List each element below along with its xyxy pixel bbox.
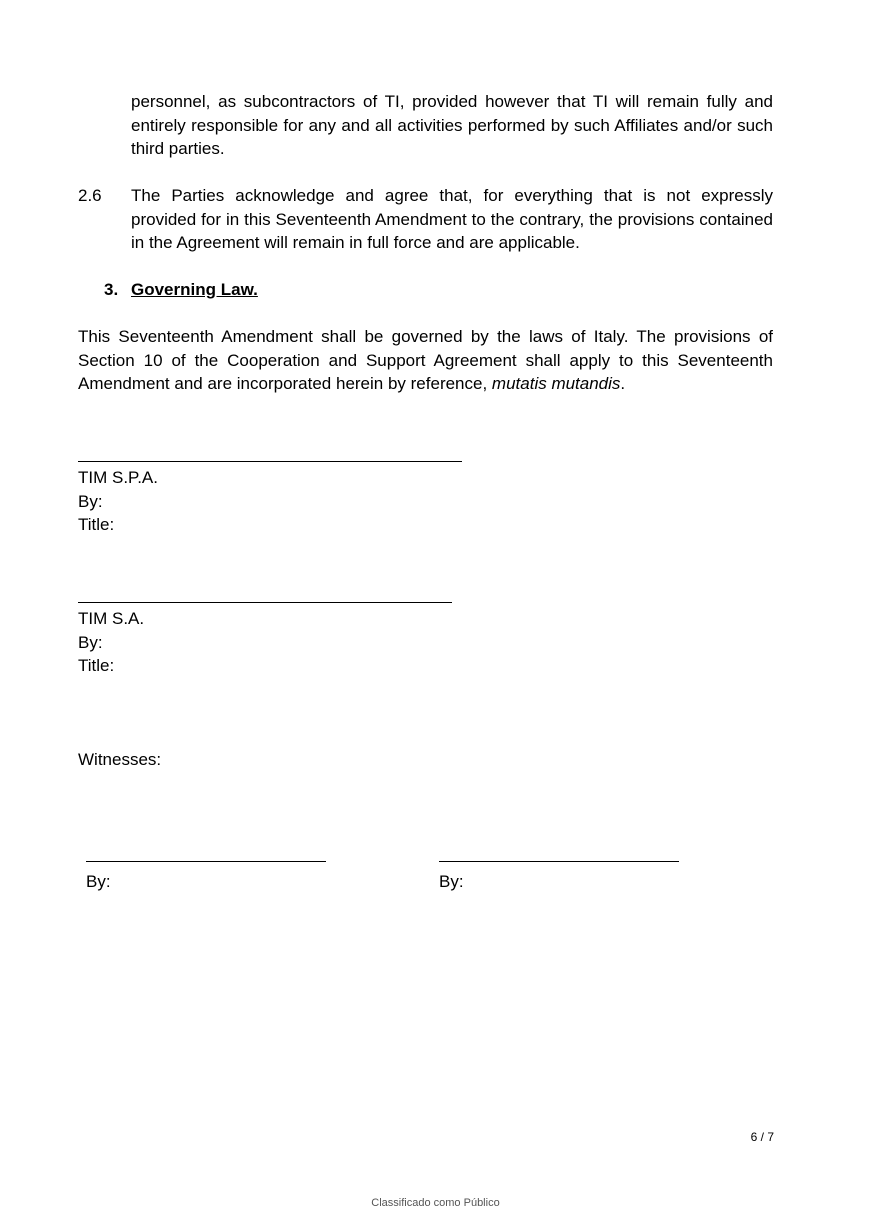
section-title: Governing Law. (131, 280, 258, 299)
by-label: By: (78, 633, 103, 652)
governing-law-text: This Seventeenth Amendment shall be governed by the laws of Italy. The provisions of Section 10 of the Cooperation and Support Agreement shall apply to this Seventeenth Amendment and are incorporated herein by reference, (78, 327, 773, 393)
signatory-party: TIM S.A. (78, 609, 145, 628)
title-label: Title: (78, 656, 115, 675)
signature-line (78, 461, 462, 462)
witness-by-left: By: (86, 872, 111, 891)
clause-text: The Parties acknowledge and agree that, for everything that is not expressly provided for in this Seventeenth Amendment to the contrary, the provisions contained in the Agreement will remain in full force and are applicable. (131, 186, 773, 252)
page-number: 6 / 7 (750, 1130, 774, 1144)
witness-by-right: By: (439, 872, 464, 891)
signature-line (78, 602, 452, 603)
paragraph-continuation: personnel, as subcontractors of TI, provided however that TI will remain fully and entirely responsible for any and all activities performed by such Affiliates and/or such third parties. (131, 92, 773, 158)
by-label: By: (78, 492, 103, 511)
section-number: 3. (104, 280, 119, 299)
witnesses-label: Witnesses: (78, 750, 162, 769)
footer-classification: Classificado como Público (371, 1197, 500, 1209)
governing-law-end: . (620, 374, 626, 393)
governing-law-italic: mutatis mutandis (491, 374, 621, 393)
clause-number: 2.6 (78, 186, 102, 205)
witness-signature-line-left (86, 861, 326, 862)
governing-law-paragraph (78, 325, 773, 396)
title-label: Title: (78, 515, 115, 534)
witness-signature-line-right (439, 861, 679, 862)
signatory-party: TIM S.P.A. (78, 468, 158, 487)
